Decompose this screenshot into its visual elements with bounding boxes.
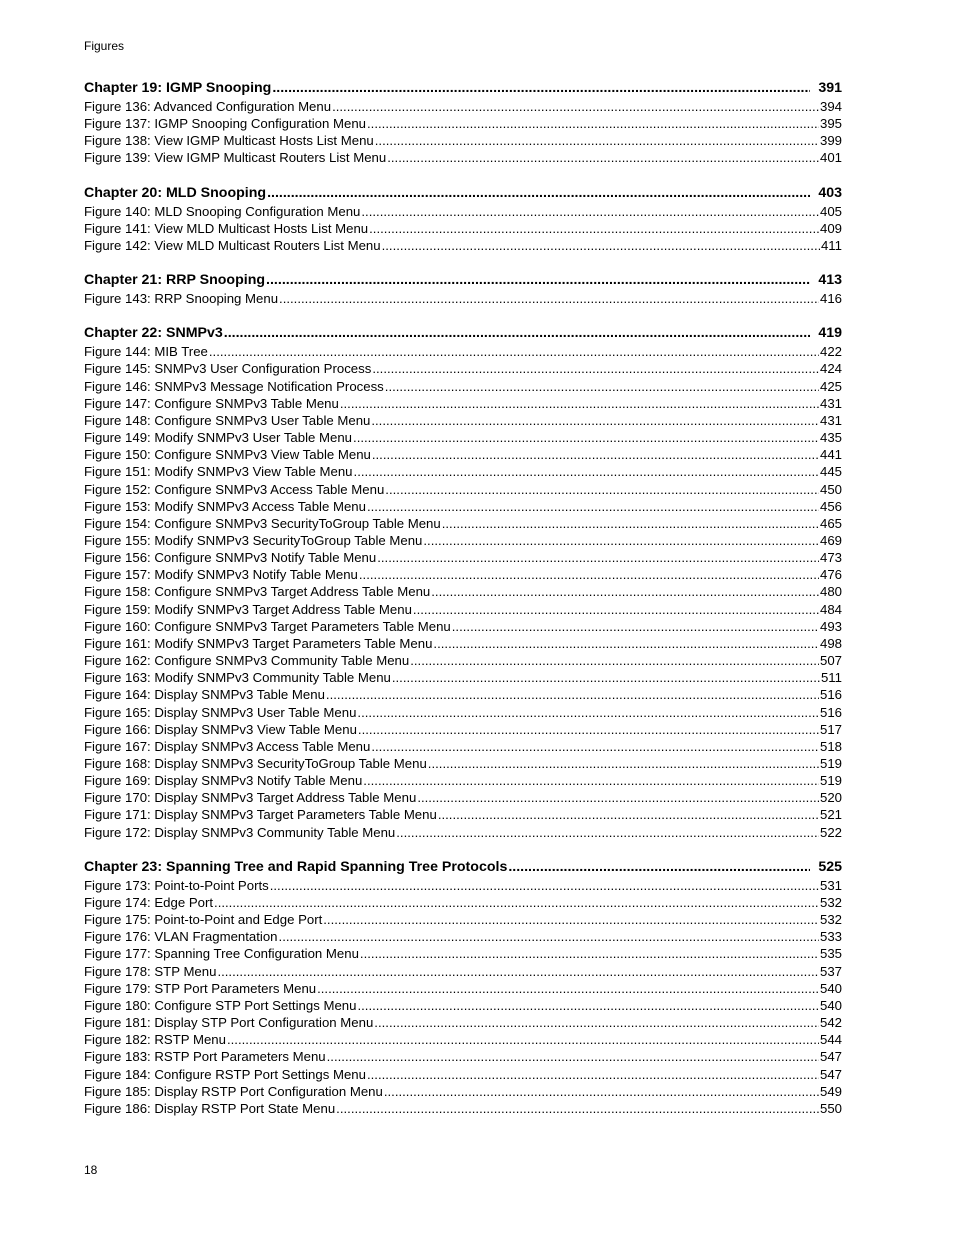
figure-label: Figure 171: Display SNMPv3 Target Parameters Table Menu xyxy=(84,807,437,823)
chapter-section xyxy=(84,323,842,841)
figure-page-number: 401 xyxy=(819,150,842,166)
figure-page-number: 441 xyxy=(819,447,842,463)
dot-leader xyxy=(340,395,819,412)
dot-leader xyxy=(332,98,819,115)
figure-page-number: 405 xyxy=(819,203,842,219)
figure-label: Figure 179: STP Port Parameters Menu xyxy=(84,980,317,996)
figure-label: Figure 152: Configure SNMPv3 Access Table Menu xyxy=(84,481,385,497)
figure-page-number: 519 xyxy=(819,773,842,789)
figure-page-number: 532 xyxy=(819,894,842,910)
figure-entry[interactable] xyxy=(84,911,842,928)
dot-leader xyxy=(326,686,819,703)
figure-page-number: 493 xyxy=(819,618,842,634)
dot-leader xyxy=(372,360,819,377)
figure-page-number: 394 xyxy=(819,99,842,114)
figure-page-number: 416 xyxy=(819,291,842,307)
figure-entry[interactable] xyxy=(84,945,842,962)
figure-entry[interactable] xyxy=(84,1100,842,1117)
figure-label: Figure 143: RRP Snooping Menu xyxy=(84,291,279,307)
dot-leader xyxy=(410,652,819,669)
dot-leader xyxy=(267,183,810,203)
chapter-page-number: 391 xyxy=(818,80,842,96)
chapter-entry[interactable] xyxy=(84,270,842,290)
figure-entry[interactable] xyxy=(84,463,842,480)
figure-label: Figure 151: Modify SNMPv3 View Table Menu xyxy=(84,464,353,480)
dot-leader xyxy=(428,755,819,772)
figure-page-number: 531 xyxy=(819,877,842,893)
figure-entry[interactable] xyxy=(84,877,842,894)
figure-page-number: 445 xyxy=(819,464,842,480)
dot-leader xyxy=(431,583,819,600)
figure-entry[interactable] xyxy=(84,772,842,789)
figure-entry[interactable] xyxy=(84,220,842,237)
dot-leader xyxy=(371,412,819,429)
figure-entry[interactable] xyxy=(84,738,842,755)
dot-leader xyxy=(371,738,819,755)
figure-entry[interactable] xyxy=(84,237,842,254)
figure-label: Figure 141: View MLD Multicast Hosts List Menu xyxy=(84,220,369,236)
dot-leader xyxy=(374,1014,819,1031)
figure-label: Figure 154: Configure SNMPv3 SecurityToGroup Table Menu xyxy=(84,515,441,531)
figure-page-number: 422 xyxy=(819,344,842,360)
dot-leader xyxy=(433,635,819,652)
dot-leader xyxy=(354,463,819,480)
dot-leader xyxy=(442,515,819,532)
figure-label: Figure 169: Display SNMPv3 Notify Table Menu xyxy=(84,773,363,789)
dot-leader xyxy=(369,220,819,237)
dot-leader xyxy=(358,721,819,738)
figure-page-number: 521 xyxy=(819,807,842,823)
figure-label: Figure 142: View MLD Multicast Routers List Menu xyxy=(84,237,381,253)
table-of-figures xyxy=(84,78,842,1117)
chapter-title: Chapter 23: Spanning Tree and Rapid Spanning Tree Protocols xyxy=(84,858,508,875)
dot-leader xyxy=(360,945,819,962)
figure-page-number: 473 xyxy=(819,550,842,566)
dot-leader xyxy=(224,323,811,343)
figure-label: Figure 153: Modify SNMPv3 Access Table Menu xyxy=(84,498,366,514)
dot-leader xyxy=(323,911,819,928)
figure-label: Figure 136: Advanced Configuration Menu xyxy=(84,99,332,114)
dot-leader xyxy=(452,618,819,635)
figure-page-number: 435 xyxy=(819,430,842,446)
chapter-title: Chapter 21: RRP Snooping xyxy=(84,272,266,289)
figure-entry[interactable] xyxy=(84,963,842,980)
chapter-entry[interactable] xyxy=(84,857,842,877)
dot-leader xyxy=(392,669,820,686)
chapter-entry[interactable] xyxy=(84,183,842,203)
figure-page-number: 522 xyxy=(819,824,842,840)
figure-page-number: 544 xyxy=(819,1032,842,1048)
figure-page-number: 409 xyxy=(819,220,842,236)
figure-label: Figure 160: Configure SNMPv3 Target Parameters Table Menu xyxy=(84,618,451,634)
figure-page-number: 450 xyxy=(819,481,842,497)
dot-leader xyxy=(438,806,819,823)
dot-leader xyxy=(317,980,819,997)
dot-leader xyxy=(357,704,819,721)
figure-entry[interactable] xyxy=(84,395,842,412)
dot-leader xyxy=(367,498,819,515)
figure-page-number: 537 xyxy=(819,963,842,979)
dot-leader xyxy=(367,115,819,132)
figure-entry[interactable] xyxy=(84,1031,842,1048)
dot-leader xyxy=(336,1100,819,1117)
figure-label: Figure 178: STP Menu xyxy=(84,963,217,979)
figure-page-number: 465 xyxy=(819,515,842,531)
figure-page-number: 533 xyxy=(819,929,842,945)
figure-entry[interactable] xyxy=(84,446,842,463)
chapter-page-number: 413 xyxy=(818,272,842,289)
figure-label: Figure 163: Modify SNMPv3 Community Table Menu xyxy=(84,670,391,686)
figure-label: Figure 165: Display SNMPv3 User Table Menu xyxy=(84,704,357,720)
dot-leader xyxy=(384,1083,819,1100)
figure-label: Figure 157: Modify SNMPv3 Notify Table Menu xyxy=(84,567,358,583)
figure-page-number: 519 xyxy=(819,756,842,771)
figure-entry[interactable] xyxy=(84,566,842,583)
figure-entry[interactable] xyxy=(84,1083,842,1100)
chapter-section xyxy=(84,78,842,167)
figure-entry[interactable] xyxy=(84,203,842,220)
figure-label: Figure 150: Configure SNMPv3 View Table Menu xyxy=(84,447,371,463)
dot-leader xyxy=(209,343,819,360)
figure-page-number: 535 xyxy=(819,946,842,962)
figure-page-number: 547 xyxy=(819,1049,842,1065)
figure-entry[interactable] xyxy=(84,894,842,911)
figure-page-number: 399 xyxy=(819,133,842,149)
figure-page-number: 550 xyxy=(819,1100,842,1116)
dot-leader xyxy=(385,378,819,395)
chapter-title: Chapter 19: IGMP Snooping xyxy=(84,80,272,96)
figure-page-number: 395 xyxy=(819,116,842,132)
figure-label: Figure 173: Point-to-Point Ports xyxy=(84,877,269,893)
figure-page-number: 431 xyxy=(819,395,842,411)
chapter-page-number: 419 xyxy=(818,325,842,342)
figure-label: Figure 186: Display RSTP Port State Menu xyxy=(84,1100,336,1116)
figure-label: Figure 156: Configure SNMPv3 Notify Table Menu xyxy=(84,550,377,566)
figure-entry[interactable] xyxy=(84,928,842,945)
figure-label: Figure 140: MLD Snooping Configuration Menu xyxy=(84,203,361,219)
figure-entry[interactable] xyxy=(84,789,842,806)
dot-leader xyxy=(385,481,819,498)
dot-leader xyxy=(363,772,819,789)
figure-label: Figure 161: Modify SNMPv3 Target Parameters Table Menu xyxy=(84,635,433,651)
chapter-section xyxy=(84,270,842,307)
figure-entry[interactable] xyxy=(84,515,842,532)
dot-leader xyxy=(359,566,819,583)
figure-page-number: 476 xyxy=(819,567,842,583)
figure-entry[interactable] xyxy=(84,721,842,738)
dot-leader xyxy=(367,1066,819,1083)
figure-entry[interactable] xyxy=(84,980,842,997)
figure-entry[interactable] xyxy=(84,412,842,429)
figure-entry[interactable] xyxy=(84,635,842,652)
figure-label: Figure 185: Display RSTP Port Configuration Menu xyxy=(84,1083,383,1099)
figure-label: Figure 159: Modify SNMPv3 Target Address Table Menu xyxy=(84,601,412,617)
figure-entry[interactable] xyxy=(84,98,842,115)
figure-page-number: 498 xyxy=(819,635,842,651)
chapter-section xyxy=(84,183,842,254)
dot-leader xyxy=(227,1031,819,1048)
figure-label: Figure 174: Edge Port xyxy=(84,894,214,910)
figure-label: Figure 155: Modify SNMPv3 SecurityToGroup Table Menu xyxy=(84,532,423,548)
chapter-title: Chapter 20: MLD Snooping xyxy=(84,184,267,201)
figure-entry[interactable] xyxy=(84,824,842,841)
figure-entry[interactable] xyxy=(84,669,842,686)
page-number: 18 xyxy=(84,1163,98,1177)
dot-leader xyxy=(396,824,819,841)
dot-leader xyxy=(266,270,810,290)
figure-label: Figure 182: RSTP Menu xyxy=(84,1032,226,1048)
figure-label: Figure 164: Display SNMPv3 Table Menu xyxy=(84,687,325,703)
figure-entry[interactable] xyxy=(84,755,842,772)
figure-page-number: 511 xyxy=(820,670,842,686)
figure-entry[interactable] xyxy=(84,1014,842,1031)
figure-page-number: 480 xyxy=(819,584,842,600)
figure-page-number: 540 xyxy=(819,997,842,1013)
running-header: Figures xyxy=(84,39,125,53)
figure-entry[interactable] xyxy=(84,149,842,166)
figure-page-number: 516 xyxy=(819,687,842,703)
dot-leader xyxy=(327,1048,819,1065)
figure-label: Figure 180: Configure STP Port Settings Menu xyxy=(84,997,357,1013)
figure-label: Figure 144: MIB Tree xyxy=(84,344,208,360)
dot-leader xyxy=(372,446,819,463)
dot-leader xyxy=(217,963,819,980)
chapter-title: Chapter 22: SNMPv3 xyxy=(84,325,223,342)
figure-entry[interactable] xyxy=(84,806,842,823)
figure-page-number: 484 xyxy=(819,601,842,617)
figure-label: Figure 158: Configure SNMPv3 Target Address Table Menu xyxy=(84,584,431,600)
dot-leader xyxy=(423,532,819,549)
figure-page-number: 411 xyxy=(820,237,842,253)
figure-entry[interactable] xyxy=(84,549,842,566)
figure-label: Figure 183: RSTP Port Parameters Menu xyxy=(84,1049,326,1065)
dot-leader xyxy=(214,894,819,911)
figure-page-number: 549 xyxy=(819,1083,842,1099)
figure-page-number: 532 xyxy=(819,912,842,928)
figure-label: Figure 172: Display SNMPv3 Community Table Menu xyxy=(84,824,396,840)
figure-entry[interactable] xyxy=(84,132,842,149)
figure-label: Figure 181: Display STP Port Configuration Menu xyxy=(84,1015,374,1031)
chapter-page-number: 525 xyxy=(818,858,842,875)
figure-label: Figure 149: Modify SNMPv3 User Table Menu xyxy=(84,430,353,446)
dot-leader xyxy=(361,203,819,220)
figure-page-number: 542 xyxy=(819,1015,842,1031)
figure-entry[interactable] xyxy=(84,532,842,549)
dot-leader xyxy=(279,928,819,945)
dot-leader xyxy=(387,149,819,166)
figure-entry[interactable] xyxy=(84,343,842,360)
figure-label: Figure 148: Configure SNMPv3 User Table Menu xyxy=(84,412,371,428)
figure-entry[interactable] xyxy=(84,498,842,515)
figure-page-number: 507 xyxy=(819,653,842,669)
figure-page-number: 517 xyxy=(819,721,842,737)
dot-leader xyxy=(508,857,810,877)
chapter-entry[interactable] xyxy=(84,78,842,98)
dot-leader xyxy=(270,877,819,894)
figure-label: Figure 168: Display SNMPv3 SecurityToGroup Table Menu xyxy=(84,756,427,771)
chapter-entry[interactable] xyxy=(84,323,842,343)
figure-entry[interactable] xyxy=(84,290,842,307)
dot-leader xyxy=(417,789,819,806)
figure-label: Figure 167: Display SNMPv3 Access Table Menu xyxy=(84,738,371,754)
figure-label: Figure 184: Configure RSTP Port Settings Menu xyxy=(84,1066,366,1082)
dot-leader xyxy=(272,78,810,98)
figure-entry[interactable] xyxy=(84,429,842,446)
figure-label: Figure 138: View IGMP Multicast Hosts List Menu xyxy=(84,133,374,149)
chapter-page-number: 403 xyxy=(818,184,842,201)
dot-leader xyxy=(353,429,819,446)
figure-label: Figure 175: Point-to-Point and Edge Port xyxy=(84,912,323,928)
figure-page-number: 469 xyxy=(819,532,842,548)
figure-label: Figure 176: VLAN Fragmentation xyxy=(84,929,278,945)
figure-page-number: 425 xyxy=(819,378,842,394)
dot-leader xyxy=(377,549,819,566)
figure-label: Figure 146: SNMPv3 Message Notification Process xyxy=(84,378,384,394)
figure-label: Figure 139: View IGMP Multicast Routers List Menu xyxy=(84,150,387,166)
figure-entry[interactable] xyxy=(84,115,842,132)
figure-label: Figure 147: Configure SNMPv3 Table Menu xyxy=(84,395,339,411)
figure-entry[interactable] xyxy=(84,601,842,618)
figure-entry[interactable] xyxy=(84,618,842,635)
figure-entry[interactable] xyxy=(84,360,842,377)
dot-leader xyxy=(413,601,819,618)
figure-page-number: 547 xyxy=(819,1066,842,1082)
figure-entry[interactable] xyxy=(84,1066,842,1083)
figure-entry[interactable] xyxy=(84,652,842,669)
dot-leader xyxy=(279,290,819,307)
figure-entry[interactable] xyxy=(84,686,842,703)
dot-leader xyxy=(382,237,820,254)
figure-entry[interactable] xyxy=(84,481,842,498)
figure-page-number: 516 xyxy=(819,704,842,720)
figure-entry[interactable] xyxy=(84,704,842,721)
figure-label: Figure 137: IGMP Snooping Configuration Menu xyxy=(84,116,366,132)
chapter-section xyxy=(84,857,842,1117)
figure-page-number: 456 xyxy=(819,498,842,514)
figure-label: Figure 145: SNMPv3 User Configuration Process xyxy=(84,361,372,377)
figure-page-number: 540 xyxy=(819,980,842,996)
dot-leader xyxy=(375,132,819,149)
figure-entry[interactable] xyxy=(84,1048,842,1065)
figure-entry[interactable] xyxy=(84,997,842,1014)
figure-label: Figure 177: Spanning Tree Configuration Menu xyxy=(84,946,359,962)
figure-entry[interactable] xyxy=(84,378,842,395)
figure-page-number: 520 xyxy=(819,790,842,806)
figure-label: Figure 162: Configure SNMPv3 Community Table Menu xyxy=(84,653,410,669)
figure-label: Figure 170: Display SNMPv3 Target Address Table Menu xyxy=(84,790,417,806)
figure-page-number: 424 xyxy=(819,361,842,377)
dot-leader xyxy=(357,997,819,1014)
figure-page-number: 518 xyxy=(819,738,842,754)
figure-label: Figure 166: Display SNMPv3 View Table Menu xyxy=(84,721,357,737)
figure-page-number: 431 xyxy=(819,412,842,428)
figure-entry[interactable] xyxy=(84,583,842,600)
